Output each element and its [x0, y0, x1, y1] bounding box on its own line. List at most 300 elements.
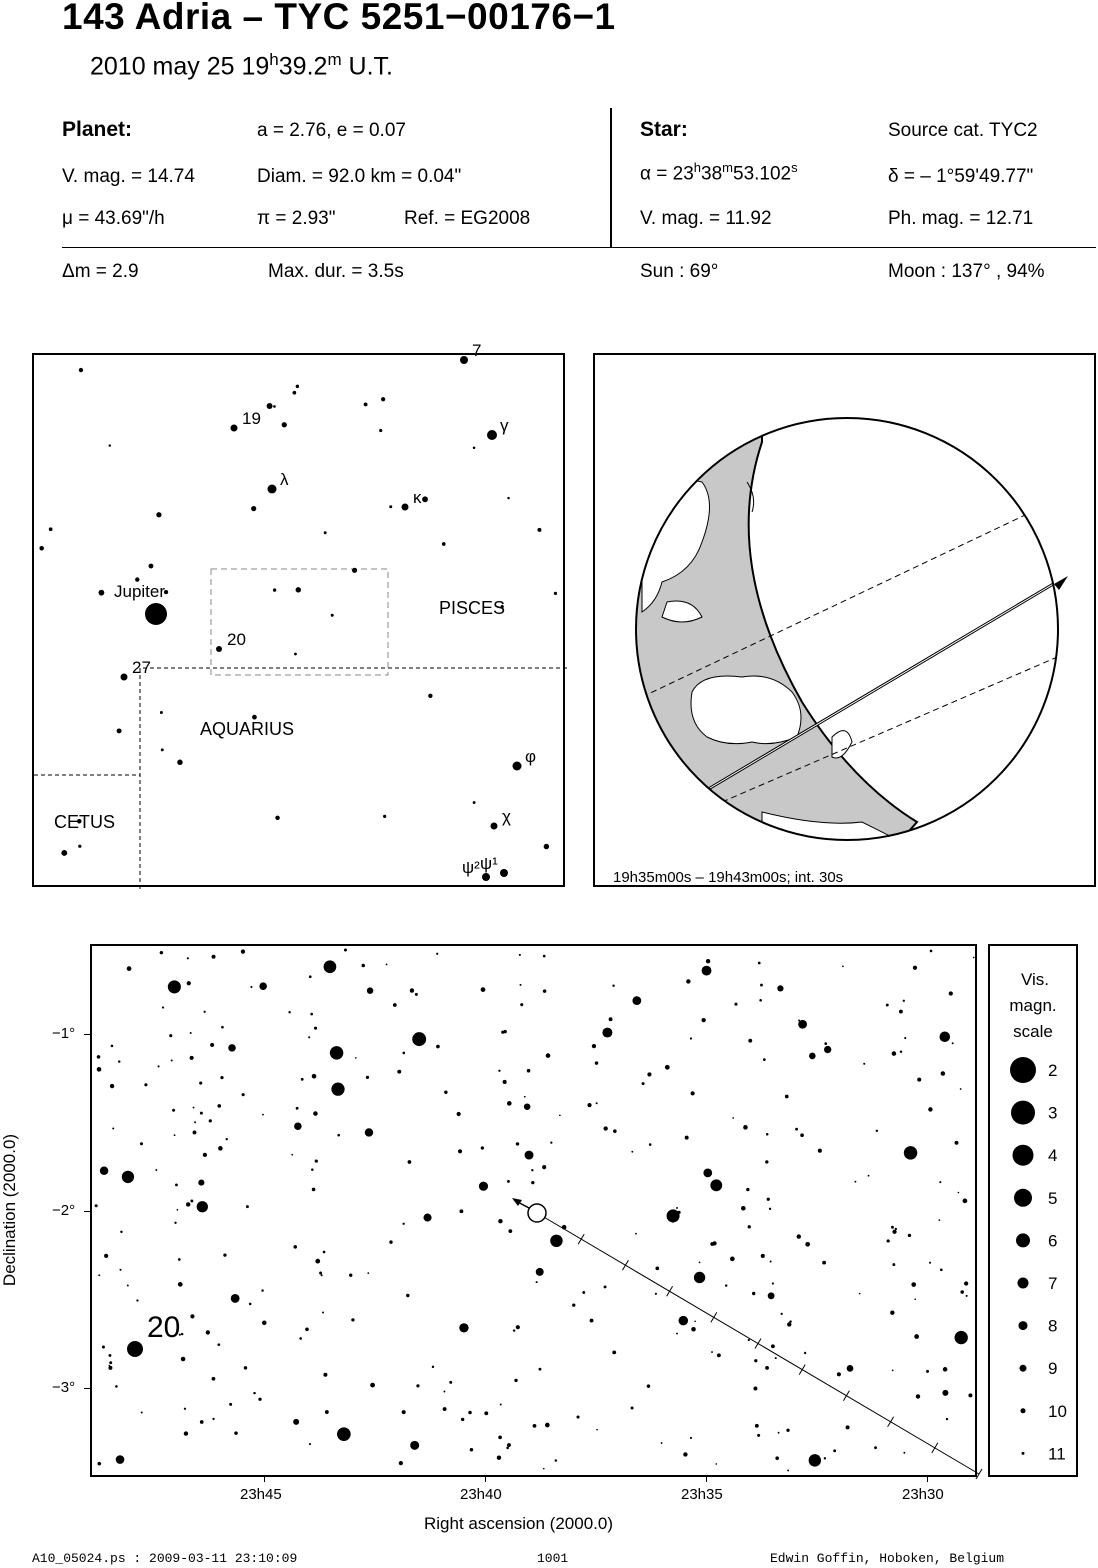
background-star: [379, 429, 382, 432]
background-star: [775, 1357, 777, 1359]
finder-star: [460, 356, 468, 364]
background-star: [943, 1367, 948, 1372]
finder-star-label: ψ¹: [480, 854, 498, 873]
background-star: [903, 1452, 905, 1454]
background-star: [324, 531, 327, 534]
planet-vmag: V. mag. = 14.74: [62, 166, 195, 187]
bright-star: [710, 1179, 722, 1191]
background-star: [516, 1325, 520, 1329]
ut-label: U.T.: [341, 52, 394, 81]
background-star: [242, 1093, 245, 1096]
background-star: [299, 1337, 302, 1340]
ra-tick-4: 23h30: [902, 1486, 944, 1503]
bright-star: [367, 987, 373, 993]
background-star: [104, 1254, 108, 1258]
background-star: [315, 1259, 320, 1264]
background-star: [361, 964, 365, 968]
background-star: [312, 1074, 317, 1079]
background-star: [787, 1322, 791, 1326]
legend-dot: [1020, 1365, 1027, 1372]
background-star: [321, 1274, 323, 1276]
bright-star: [231, 1294, 240, 1303]
background-star: [311, 1168, 314, 1171]
background-star: [765, 1366, 769, 1370]
footer-file: A10_05024.ps : 2009-03-11 23:10:09: [32, 1551, 298, 1566]
finder-star-label: 27: [132, 658, 151, 677]
legend-dot: [1013, 1145, 1034, 1166]
background-star: [258, 1398, 261, 1401]
legend-mag-label: 6: [1048, 1231, 1058, 1251]
background-star: [635, 1233, 637, 1235]
background-star: [309, 975, 312, 978]
background-star: [917, 1078, 921, 1082]
background-star: [337, 1134, 340, 1137]
background-star: [928, 1107, 932, 1111]
background-star: [734, 1003, 737, 1006]
max-duration: Max. dur. = 3.5s: [268, 261, 404, 282]
background-star: [109, 1361, 112, 1364]
background-star: [351, 1318, 354, 1321]
background-star: [595, 1061, 598, 1064]
background-star: [818, 1149, 822, 1153]
ra-s-unit: s: [791, 160, 798, 175]
background-star: [946, 1418, 948, 1420]
background-star: [555, 1459, 558, 1462]
background-star: [592, 1044, 596, 1048]
background-star: [863, 1063, 865, 1065]
background-star: [805, 1242, 810, 1247]
background-star: [748, 1225, 751, 1228]
background-star: [503, 1030, 507, 1034]
background-star: [544, 844, 549, 849]
background-star: [141, 1411, 143, 1413]
background-star: [178, 1282, 183, 1287]
background-star: [748, 1039, 752, 1043]
background-star: [554, 592, 557, 595]
background-star: [527, 1069, 531, 1073]
background-star: [804, 1352, 806, 1354]
background-star: [193, 1131, 197, 1135]
background-star: [899, 1010, 903, 1014]
background-star: [940, 1268, 943, 1271]
legend-mag-label: 8: [1048, 1316, 1058, 1336]
legend-mag-label: 9: [1048, 1359, 1058, 1379]
background-star: [661, 1442, 663, 1444]
background-star: [102, 1346, 105, 1349]
star-ra: [640, 160, 798, 185]
background-star: [293, 1245, 297, 1249]
background-star: [325, 1410, 329, 1414]
background-star: [655, 1266, 659, 1270]
background-star: [200, 1420, 204, 1424]
planet-parallax: π = 2.93": [257, 208, 336, 229]
background-star: [676, 1333, 678, 1335]
background-star: [766, 1133, 769, 1136]
background-star: [706, 959, 710, 963]
bright-star: [331, 1083, 344, 1096]
background-star: [955, 1141, 959, 1145]
background-star: [331, 614, 334, 617]
background-star: [241, 949, 245, 953]
path-tick: [711, 1312, 717, 1322]
background-star: [536, 1281, 538, 1283]
background-star: [275, 816, 280, 821]
background-star: [309, 1443, 311, 1445]
background-star: [900, 1050, 902, 1052]
background-star: [690, 1037, 692, 1039]
background-star: [716, 1463, 718, 1465]
background-star: [612, 1350, 616, 1354]
bright-star: [602, 1028, 612, 1038]
ra-minutes: 38: [701, 163, 723, 185]
background-star: [966, 1295, 968, 1297]
background-star: [939, 1181, 941, 1183]
background-star: [313, 1111, 318, 1116]
background-star: [755, 1424, 759, 1428]
legend-dot: [1021, 1408, 1026, 1413]
finder-star: [121, 674, 128, 681]
background-star: [115, 1385, 118, 1388]
background-star: [763, 1058, 766, 1061]
background-star: [364, 402, 368, 406]
finder-star-label: 20: [227, 630, 246, 649]
bright-star: [100, 1167, 108, 1175]
background-star: [914, 1334, 919, 1339]
finder-chart-panel: [32, 341, 565, 887]
background-star: [752, 1292, 755, 1295]
background-star: [649, 1143, 652, 1146]
background-star: [710, 1242, 714, 1246]
background-star: [758, 962, 761, 965]
background-star: [481, 1146, 484, 1149]
background-star: [514, 1379, 517, 1382]
finder-star: [491, 823, 498, 830]
background-star: [187, 981, 191, 985]
legend-mag-label: 10: [1048, 1401, 1067, 1421]
ra-hours: α = 23: [640, 163, 694, 185]
background-star: [149, 564, 154, 569]
background-star: [545, 1423, 550, 1428]
dec-tick-1: −1°: [52, 1025, 76, 1042]
background-star: [110, 1084, 114, 1088]
background-star: [665, 1065, 670, 1070]
background-star: [178, 1258, 181, 1261]
background-star: [108, 1354, 111, 1357]
background-star: [612, 985, 614, 987]
background-star: [217, 1104, 221, 1108]
legend-dot: [1019, 1321, 1028, 1330]
detailed-star-chart: [92, 946, 979, 1479]
delta-mag: Δm = 2.9: [62, 261, 139, 282]
star-source: Source cat. TYC2: [888, 120, 1038, 141]
background-star: [305, 1327, 309, 1331]
background-star: [694, 1320, 696, 1322]
background-star: [459, 1209, 463, 1213]
finder-star: [402, 504, 409, 511]
background-star: [161, 748, 164, 751]
earth-globe-map: [595, 355, 1098, 889]
background-star: [449, 1381, 452, 1384]
magnitude-legend: [988, 944, 1078, 1477]
finder-star-label: φ: [525, 747, 537, 766]
background-star: [296, 587, 301, 592]
path-tick: [578, 1234, 584, 1244]
background-star: [767, 1198, 770, 1201]
finder-star: [513, 762, 522, 771]
background-star: [120, 1231, 122, 1233]
background-star: [322, 1312, 324, 1314]
background-star: [436, 953, 438, 955]
bright-star: [809, 1053, 816, 1060]
background-star: [344, 948, 347, 951]
background-star: [886, 1004, 889, 1007]
background-star: [507, 497, 509, 499]
background-star: [273, 405, 276, 408]
bright-star: [479, 1182, 488, 1191]
bright-star: [955, 1331, 968, 1344]
background-star: [127, 966, 132, 971]
background-star: [642, 1082, 645, 1085]
background-star: [144, 1083, 147, 1086]
background-star: [822, 1261, 826, 1265]
background-star: [200, 1112, 203, 1115]
background-star: [543, 955, 546, 958]
star-20-marker: [127, 1341, 143, 1357]
background-star: [442, 542, 446, 546]
background-star: [892, 1230, 896, 1234]
background-star: [402, 1223, 404, 1225]
background-star: [158, 1065, 160, 1067]
background-star: [184, 1431, 188, 1435]
background-star: [293, 391, 297, 395]
background-star: [444, 1090, 447, 1093]
background-star: [765, 1160, 768, 1163]
bright-star: [197, 1201, 208, 1212]
footer-author: Edwin Goffin, Hoboken, Belgium: [770, 1551, 1005, 1566]
background-star: [190, 1200, 193, 1203]
legend-dot: [1022, 1452, 1025, 1455]
background-star: [267, 403, 273, 409]
background-star: [468, 1411, 472, 1415]
background-star: [537, 528, 541, 532]
path-tick: [622, 1260, 628, 1270]
background-star: [355, 1057, 357, 1059]
background-star: [868, 1175, 870, 1177]
bright-star: [809, 1454, 821, 1466]
background-star: [49, 527, 53, 531]
background-star: [903, 1000, 905, 1002]
bright-star: [768, 1292, 775, 1299]
background-star: [262, 1114, 264, 1116]
constellation-cetus: CETUS: [54, 812, 116, 832]
background-star: [538, 1368, 541, 1371]
background-star: [513, 1329, 515, 1331]
background-star: [436, 1045, 440, 1049]
background-star: [415, 993, 418, 996]
background-star: [926, 1370, 929, 1373]
info-divider-horizontal: [62, 247, 1096, 248]
background-star: [963, 1199, 968, 1204]
background-star: [748, 1339, 750, 1341]
finder-star-label: χ: [502, 807, 511, 826]
background-star: [968, 1393, 972, 1397]
background-star: [315, 1159, 318, 1162]
bright-star: [459, 1323, 468, 1332]
background-star: [177, 760, 182, 765]
bright-star: [824, 1046, 831, 1053]
background-star: [859, 1293, 861, 1295]
background-star: [964, 1281, 968, 1285]
background-star: [519, 954, 521, 956]
background-star: [778, 1432, 780, 1434]
background-star: [367, 1272, 369, 1274]
background-star: [914, 1298, 916, 1300]
background-star: [97, 1055, 101, 1059]
background-star: [533, 1424, 537, 1428]
australia-landmass: [691, 676, 801, 744]
background-star: [402, 1052, 405, 1055]
background-star: [428, 694, 432, 698]
background-star: [761, 1254, 765, 1258]
background-star: [911, 1282, 916, 1287]
background-star: [212, 1377, 216, 1381]
star-20-label: 20: [147, 1311, 181, 1344]
background-star: [691, 1091, 695, 1095]
background-star: [759, 999, 762, 1002]
background-star: [685, 1136, 689, 1140]
bright-star: [293, 1419, 299, 1425]
background-star: [244, 1366, 247, 1369]
page-title: 143 Adria – TYC 5251−00176−1: [62, 0, 616, 37]
background-star: [383, 815, 386, 818]
background-star: [109, 444, 111, 446]
finder-star-label: κ: [413, 488, 422, 507]
background-star: [393, 1003, 397, 1007]
background-star: [389, 1240, 392, 1243]
background-star: [520, 984, 522, 986]
background-star: [717, 1353, 721, 1357]
path-tick: [976, 1469, 982, 1479]
background-star: [220, 1076, 223, 1079]
background-star: [443, 1391, 445, 1393]
background-star: [473, 801, 476, 804]
legend-title-line-3: scale: [1013, 1022, 1053, 1041]
bright-star: [228, 1044, 236, 1052]
background-star: [190, 1314, 194, 1318]
background-star: [833, 1449, 836, 1452]
background-star: [181, 1333, 183, 1335]
background-star: [781, 1313, 783, 1315]
background-star: [686, 979, 690, 983]
moon-elongation: Moon : 137° , 94%: [888, 261, 1045, 282]
finder-star: [145, 603, 167, 625]
background-star: [846, 1425, 850, 1429]
background-star: [498, 1219, 502, 1223]
background-star: [604, 1126, 608, 1130]
background-star: [319, 1272, 322, 1275]
background-star: [531, 1181, 534, 1184]
background-star: [181, 1357, 186, 1362]
background-star: [443, 1407, 447, 1411]
ra-tick-2: 23h40: [460, 1486, 502, 1503]
path-tick: [667, 1286, 673, 1296]
background-star: [291, 1154, 293, 1156]
background-star: [117, 728, 122, 733]
background-star: [785, 1095, 789, 1099]
background-star: [590, 1319, 594, 1323]
bright-star: [679, 1316, 688, 1325]
background-star: [507, 1180, 510, 1183]
ra-tick-mark: [706, 1477, 707, 1482]
path-tick: [888, 1417, 894, 1427]
finder-star: [268, 485, 277, 494]
star-chart-panel: [90, 944, 977, 1477]
background-star: [410, 988, 414, 992]
background-star: [691, 1327, 696, 1332]
background-star: [631, 1151, 633, 1153]
background-star: [891, 1226, 894, 1229]
background-star: [249, 1303, 252, 1306]
path-tick: [843, 1391, 849, 1401]
background-star: [904, 1037, 906, 1039]
background-star: [524, 1096, 526, 1098]
background-star: [960, 1088, 962, 1090]
background-star: [508, 1229, 512, 1233]
background-star: [930, 950, 933, 953]
background-star: [160, 951, 163, 954]
background-star: [577, 1416, 580, 1419]
background-star: [775, 1456, 779, 1460]
background-star: [193, 1107, 195, 1109]
background-star: [772, 1282, 774, 1284]
bright-star: [536, 1268, 544, 1276]
background-star: [572, 1303, 575, 1306]
bright-star: [525, 1151, 534, 1160]
background-star: [507, 1443, 511, 1447]
background-star: [155, 1169, 157, 1171]
star-phmag: Ph. mag. = 12.71: [888, 208, 1034, 229]
background-star: [824, 1042, 827, 1045]
background-star: [212, 955, 216, 959]
legend-dot: [1014, 1189, 1032, 1207]
background-star: [960, 1290, 964, 1294]
background-star: [473, 446, 476, 449]
background-star: [908, 1234, 911, 1237]
background-star: [631, 1407, 634, 1410]
legend-mag-label: 4: [1048, 1146, 1058, 1166]
finder-star-label: λ: [280, 470, 289, 489]
background-star: [186, 1202, 190, 1206]
background-star: [690, 1437, 692, 1439]
background-star: [874, 1446, 877, 1449]
dec-tick-mark: [84, 1388, 90, 1389]
background-star: [408, 1160, 412, 1164]
background-star: [582, 1291, 585, 1294]
background-star: [676, 1207, 678, 1209]
background-star: [507, 1101, 512, 1106]
bright-star: [365, 1128, 373, 1136]
background-star: [520, 1003, 523, 1006]
background-star: [506, 1447, 509, 1450]
background-star: [273, 588, 276, 591]
aquarius-boundary: [140, 668, 567, 889]
ra-seconds: 53.102: [733, 163, 792, 185]
background-star: [294, 653, 297, 656]
background-star: [484, 1411, 488, 1415]
background-star: [206, 1330, 210, 1334]
background-star: [323, 1251, 326, 1254]
background-star: [175, 1183, 178, 1186]
